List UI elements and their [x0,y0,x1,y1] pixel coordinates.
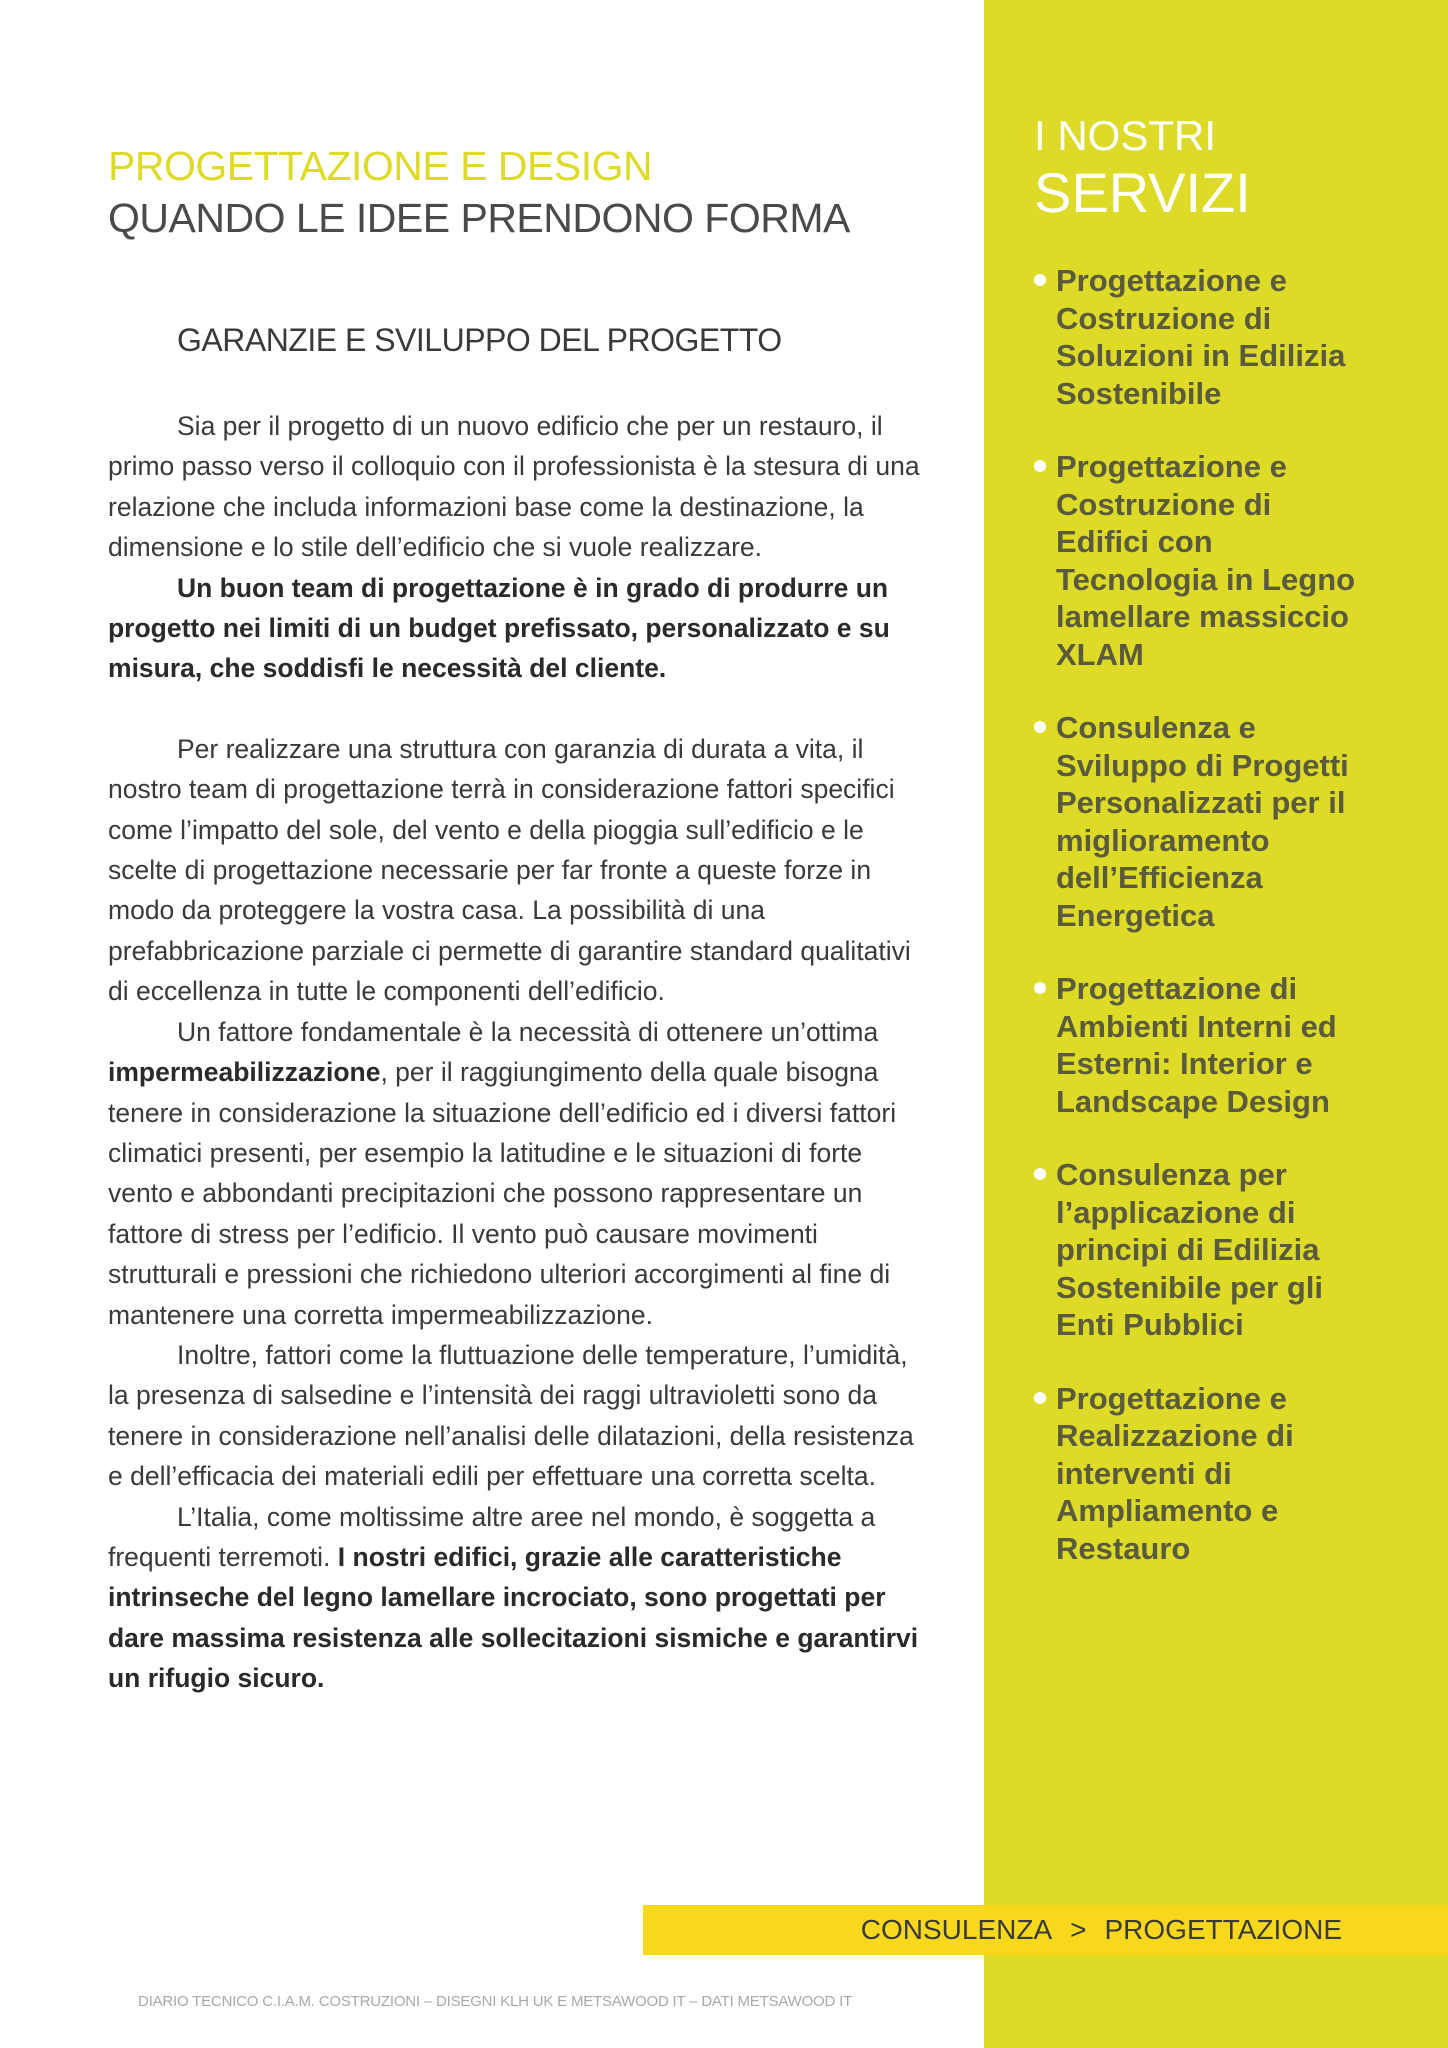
bullet-icon [1034,1168,1046,1180]
breadcrumb-item-progettazione[interactable]: PROGETTAZIONE [1104,1914,1342,1945]
section-title: GARANZIE E SVILUPPO DEL PROGETTO [177,322,782,358]
bullet-icon [1034,721,1046,733]
service-item-label: Consulenza per l’applicazione di principi di Edilizia Sostenibile per gli Enti Pubblici [1056,1157,1323,1342]
service-item-label: Consulenza e Sviluppo di Progetti Personalizzati per il miglioramento dell’Efficienza Energetica [1056,710,1349,933]
page-heading [108,140,938,244]
paragraph-6 [108,1497,928,1699]
paragraph-4 [108,1012,928,1335]
service-item [1034,709,1364,934]
service-item-label: Progettazione e Costruzione di Soluzioni in Edilizia Sostenibile [1056,263,1346,411]
page-title: PROGETTAZIONE E DESIGN [108,143,653,189]
bullet-icon [1034,274,1046,286]
service-item [1034,970,1364,1120]
service-item-label: Progettazione e Realizzazione di interventi di Ampliamento e Restauro [1056,1380,1294,1566]
services-heading [1034,110,1251,224]
service-item [1034,1380,1364,1568]
paragraph-4-text: Un fattore fondamentale è la necessità di ottenere un’ottima [177,1016,879,1047]
paragraph-6-text: L’Italia, come moltissime altre aree nel mondo, è soggetta a frequenti terremoti. [108,1501,876,1572]
service-item [1034,448,1364,673]
page-subtitle: QUANDO LE IDEE PRENDONO FORMA [108,195,850,241]
services-heading-line2: SERVIZI [1034,161,1251,224]
breadcrumb-separator: > [1070,1914,1087,1945]
paragraph-2-bold: Un buon team di progettazione è in grado di produrre un progetto nei limiti di un budget prefissato, personalizzato e su misura, che soddisfi le necessità del cliente. [108,572,890,684]
paragraph-6-highlight: I nostri edifici, grazie alle caratteristiche intrinseche del legno lamellare incrociato, sono progettati per dare massima resistenza alle sollecitazioni sismiche e garantirvi un rifugio sicuro. [108,1541,919,1694]
paragraph-4-highlight: impermeabilizzazione [108,1057,381,1088]
paragraph-gap [108,689,928,729]
paragraph-5: Inoltre, fattori come la fluttuazione delle temperature, l’umidità, la presenza di salsedine e l’intensità dei raggi ultravioletti sono da tenere in considerazione nell’analisi delle dilatazioni, della resistenza e dell’efficacia dei materiali edili per effettuare una corretta scelta. [108,1339,914,1492]
bullet-icon [1034,1392,1046,1404]
bullet-icon [1034,460,1046,472]
service-item-label: Progettazione e Costruzione di Edifici con Tecnologia in Legno lamellare massiccio XLAM [1056,449,1356,672]
service-item [1034,262,1364,412]
service-item [1034,1156,1364,1344]
service-item-label: Progettazione di Ambienti Interni ed Esterni: Interior e Landscape Design [1056,971,1337,1119]
services-heading-line1: I NOSTRI [1034,112,1217,159]
breadcrumb-item-consulenza[interactable]: CONSULENZA [860,1914,1053,1945]
article-body [108,406,928,1699]
paragraph-4-text-end: , per il raggiungimento della quale bisogna tenere in considerazione la situazione dell’edificio ed i diversi fattori climatici presenti, per esempio la latitudine e le situazioni di forte vento e abbondanti precipitazioni che possono rappresentare un fattore di stress per l’edificio. Il vento può causare movimenti strutturali e pressioni che richiedono ulteriori accorgimenti al fine di mantenere una corretta impermeabilizzazione. [108,1057,897,1330]
footer-credits: DIARIO TECNICO C.I.A.M. COSTRUZIONI – DISEGNI KLH UK E METSAWOOD IT – DATI METSAWOOD IT [138,1993,853,2010]
paragraph-3: Per realizzare una struttura con garanzia di durata a vita, il nostro team di progettazione terrà in considerazione fattori specifici come l’impatto del sole, del vento e della pioggia sull’edificio e le scelte di progettazione necessarie per far fronte a queste forze in modo da proteggere la vostra casa. La possibilità di una prefabbricazione parziale ci permette di garantire standard qualitativi di eccellenza in tutte le componenti dell’edificio. [108,733,911,1007]
services-list [1034,262,1364,1603]
paragraph-1: Sia per il progetto di un nuovo edificio che per un restauro, il primo passo verso il colloquio con il professionista è la stesura di una relazione che includa informazioni base come la destinazione, la dimensione e lo stile dell’edificio che si vuole realizzare. [108,411,920,563]
breadcrumb [643,1905,1448,1955]
bullet-icon [1034,982,1046,994]
